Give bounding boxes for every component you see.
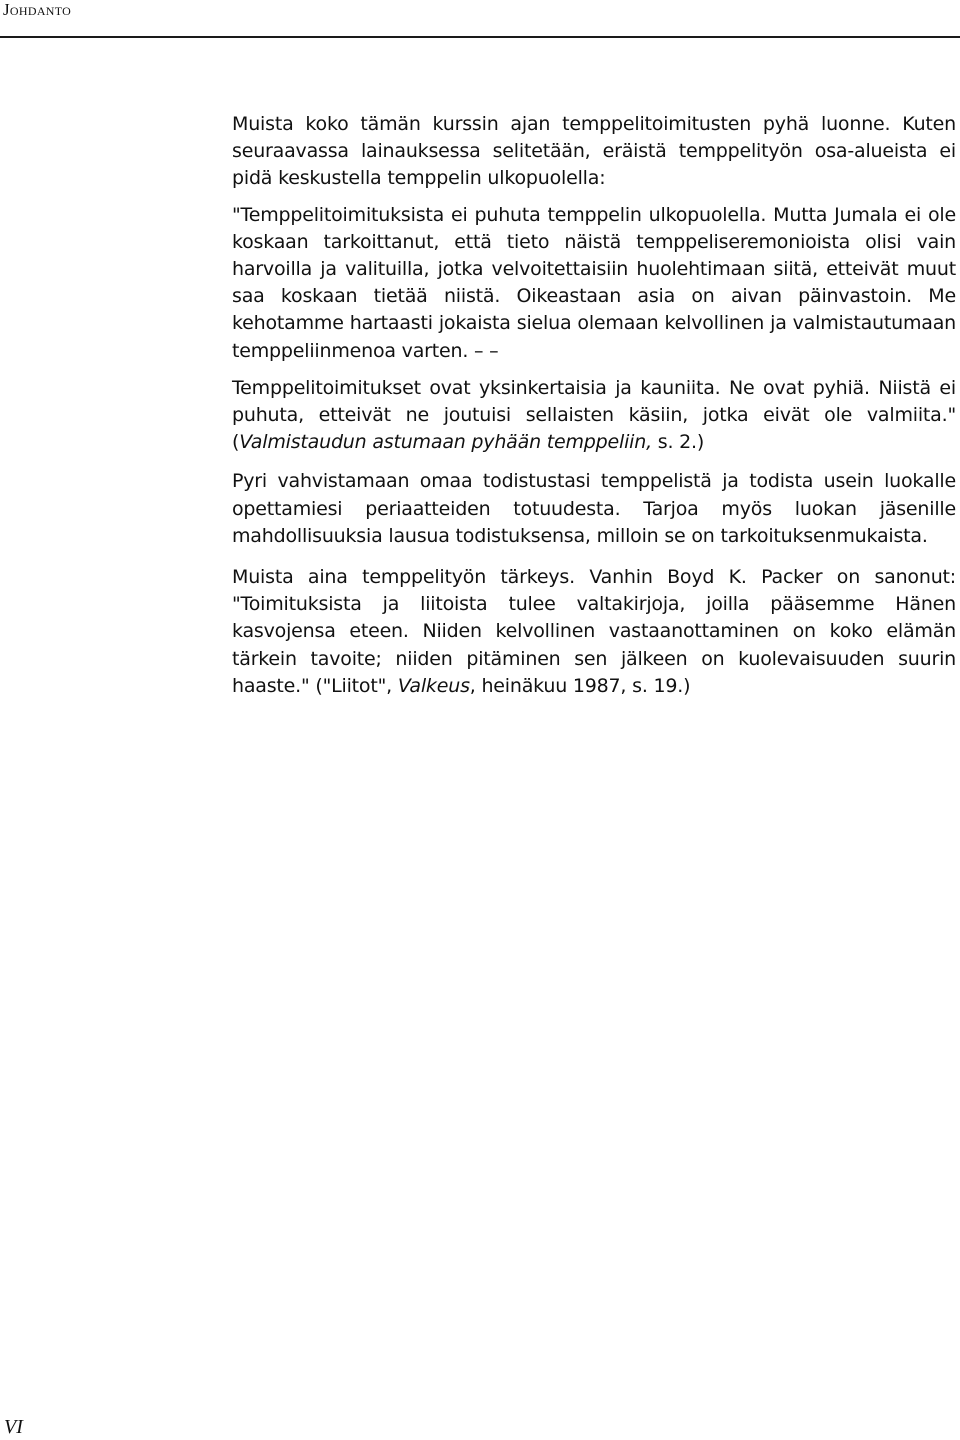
running-header: Johdanto bbox=[3, 0, 72, 19]
quote-paragraph-2 bbox=[232, 375, 956, 457]
header-rule bbox=[0, 36, 960, 38]
quote-paragraph-1: "Temppelitoimituksista ei puhuta temppelin ulkopuolella. Mutta Jumala ei ole koskaan tarkoittanut, että tieto näistä temppeliseremonioista olisi vain harvoilla ja valituilla, jotka velvoitettaisiin huolehtimaan siitä, etteivät muut saa koskaan tietää niistä. Oikeastaan asia on aivan päinvastoin. Me kehotamme hartaasti jokaista sielua olemaan kelvollinen ja valmistautumaan temppeliinmenoa varten. – – bbox=[232, 203, 956, 362]
quote-paragraph-2-text: Temppelitoimitukset ovat yksinkertaisia ja kauniita. Ne ovat pyhiä. Niistä ei puhuta, etteivät ne joutuisi sellaisten käsiin, jotka eivät ole valmiita." ( bbox=[232, 376, 956, 454]
quote-paragraph-2-tail: s. 2.) bbox=[651, 431, 705, 454]
paragraph-temple-work-text: Muista aina temppelityön tärkeys. Vanhin Boyd K. Packer on sanonut: "Toimituksista ja liitoista tulee valtakirjoja, joilla pääsemme Hänen kasvojensa eteen. Niiden kelvollinen vastaanottaminen on koko elämän tärkein tavoite; niiden pitäminen sen jälkeen on kuolevaisuuden suurin haaste." ("Liitot", bbox=[232, 566, 956, 697]
paragraph-testimony: Pyri vahvistamaan omaa todistustasi temppelistä ja todista usein luokalle opettamiesi periaatteiden totuudesta. Tarjoa myös luokan jäsenille mahdollisuuksia lausua todistuksensa, milloin se on tarkoituksenmukaista. bbox=[232, 470, 956, 547]
paragraph-temple-work-tail: , heinäkuu 1987, s. 19.) bbox=[469, 674, 691, 697]
page-body bbox=[232, 111, 956, 700]
paragraph-temple-work bbox=[232, 564, 956, 700]
page-number: VI bbox=[4, 1416, 23, 1438]
source-title: Valmistaudun astumaan pyhään temppeliin, bbox=[239, 431, 652, 454]
source-magazine: Valkeus bbox=[397, 674, 470, 697]
paragraph-intro: Muista koko tämän kurssin ajan temppelitoimitusten pyhä luonne. Kuten seuraavassa lainauksessa selitetään, eräistä temppelityön osa-alueista ei pidä keskustella temppelin ulkopuolella: bbox=[232, 113, 956, 190]
